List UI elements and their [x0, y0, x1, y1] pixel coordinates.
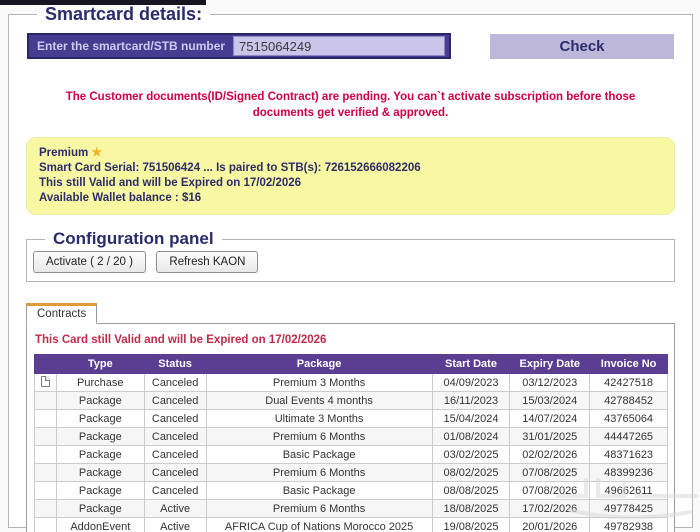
table-cell: 14/07/2024	[510, 410, 590, 428]
table-cell: 08/08/2025	[432, 482, 510, 500]
column-header: Type	[56, 355, 144, 374]
check-button[interactable]: Check	[490, 34, 674, 59]
column-header: Package	[206, 355, 432, 374]
table-cell: 20/01/2026	[510, 518, 590, 532]
document-icon[interactable]	[41, 376, 50, 387]
tab-contracts[interactable]: Contracts	[26, 303, 97, 324]
table-cell: Canceled	[144, 410, 206, 428]
row-icon-cell[interactable]	[35, 374, 57, 392]
table-cell: 16/11/2023	[432, 392, 510, 410]
table-row	[35, 374, 668, 392]
table-cell: Active	[144, 518, 206, 532]
smartcard-number-input[interactable]	[233, 36, 445, 56]
table-cell: Package	[56, 410, 144, 428]
table-cell: 48399236	[590, 464, 668, 482]
smartcard-search-row	[27, 33, 674, 59]
table-cell: 07/08/2026	[510, 482, 590, 500]
row-icon-cell	[35, 410, 57, 428]
contracts-table-body	[35, 374, 668, 532]
smartcard-input-bar	[27, 33, 451, 59]
table-cell: 49662611	[590, 482, 668, 500]
table-cell: 03/12/2023	[510, 374, 590, 392]
wallet-balance-line: Available Wallet balance : $16	[39, 192, 202, 204]
smartcard-input-label: Enter the smartcard/STB number	[37, 39, 226, 53]
table-cell: 04/09/2023	[432, 374, 510, 392]
contracts-tabs	[26, 302, 675, 532]
table-row	[35, 428, 668, 446]
table-cell: Canceled	[144, 446, 206, 464]
contracts-table-header-row	[35, 355, 668, 374]
table-cell: Package	[56, 482, 144, 500]
column-header: Expiry Date	[510, 355, 590, 374]
table-cell: 15/04/2024	[432, 410, 510, 428]
table-row	[35, 500, 668, 518]
table-cell: Premium 6 Months	[206, 500, 432, 518]
table-cell: 18/08/2025	[432, 500, 510, 518]
table-cell: Canceled	[144, 392, 206, 410]
table-cell: 42788452	[590, 392, 668, 410]
card-validity-notice: This Card still Valid and will be Expired on 17/02/2026	[35, 334, 327, 346]
row-icon-cell	[35, 500, 57, 518]
table-cell: Premium 6 Months	[206, 464, 432, 482]
table-cell: 49782938	[590, 518, 668, 532]
star-icon: ★	[91, 145, 103, 159]
table-cell: 08/02/2025	[432, 464, 510, 482]
column-header	[35, 355, 57, 374]
row-icon-cell	[35, 428, 57, 446]
table-cell: Active	[144, 500, 206, 518]
activate-button[interactable]: Activate ( 2 / 20 )	[33, 251, 146, 273]
card-serial-line: Smart Card Serial: 751506424 ... Is paired to STB(s): 726152666082206	[39, 162, 421, 174]
table-cell: Basic Package	[206, 482, 432, 500]
card-tier: Premium	[39, 147, 89, 159]
table-cell: 44447265	[590, 428, 668, 446]
table-cell: 49778425	[590, 500, 668, 518]
row-icon-cell	[35, 482, 57, 500]
smartcard-details-section	[8, 4, 693, 532]
table-cell: 03/02/2025	[432, 446, 510, 464]
table-cell: 19/08/2025	[432, 518, 510, 532]
table-cell: 48371623	[590, 446, 668, 464]
table-cell: Ultimate 3 Months	[206, 410, 432, 428]
table-cell: Package	[56, 500, 144, 518]
table-cell: Premium 3 Months	[206, 374, 432, 392]
configuration-panel	[26, 229, 675, 282]
table-cell: 43765064	[590, 410, 668, 428]
card-validity-line: This still Valid and will be Expired on 17/02/2026	[39, 177, 302, 189]
table-cell: Dual Events 4 months	[206, 392, 432, 410]
table-cell: Canceled	[144, 482, 206, 500]
table-cell: Package	[56, 446, 144, 464]
table-cell: Purchase	[56, 374, 144, 392]
table-cell: 15/03/2024	[510, 392, 590, 410]
table-cell: Canceled	[144, 464, 206, 482]
configuration-panel-title: Configuration panel	[53, 229, 214, 248]
row-icon-cell	[35, 518, 57, 532]
row-icon-cell	[35, 392, 57, 410]
card-tier-line	[39, 145, 662, 161]
column-header: Start Date	[432, 355, 510, 374]
table-cell: 02/02/2026	[510, 446, 590, 464]
table-row	[35, 410, 668, 428]
table-cell: Package	[56, 428, 144, 446]
refresh-kaon-button[interactable]: Refresh KAON	[156, 251, 258, 273]
row-icon-cell	[35, 446, 57, 464]
table-cell: Canceled	[144, 374, 206, 392]
table-cell: Basic Package	[206, 446, 432, 464]
pending-documents-warning: The Customer documents(ID/Signed Contract) are pending. You can`t activate subscription before those documents get verified & approved.	[65, 91, 636, 119]
table-cell: 01/08/2024	[432, 428, 510, 446]
table-row	[35, 464, 668, 482]
table-row	[35, 392, 668, 410]
table-cell: 31/01/2025	[510, 428, 590, 446]
table-cell: AFRICA Cup of Nations Morocco 2025	[206, 518, 432, 532]
table-row	[35, 482, 668, 500]
table-row	[35, 446, 668, 464]
page-title: Smartcard details:	[45, 4, 203, 24]
table-cell: 42427518	[590, 374, 668, 392]
row-icon-cell	[35, 464, 57, 482]
contracts-panel	[26, 323, 675, 532]
table-cell: 17/02/2026	[510, 500, 590, 518]
contracts-table	[34, 354, 668, 532]
table-cell: Premium 6 Months	[206, 428, 432, 446]
table-cell: Package	[56, 464, 144, 482]
card-info-box	[26, 137, 675, 215]
column-header: Invoice No	[590, 355, 668, 374]
table-cell: 07/08/2025	[510, 464, 590, 482]
table-row	[35, 518, 668, 532]
table-cell: Package	[56, 392, 144, 410]
table-cell: AddonEvent	[56, 518, 144, 532]
table-cell: Canceled	[144, 428, 206, 446]
column-header: Status	[144, 355, 206, 374]
